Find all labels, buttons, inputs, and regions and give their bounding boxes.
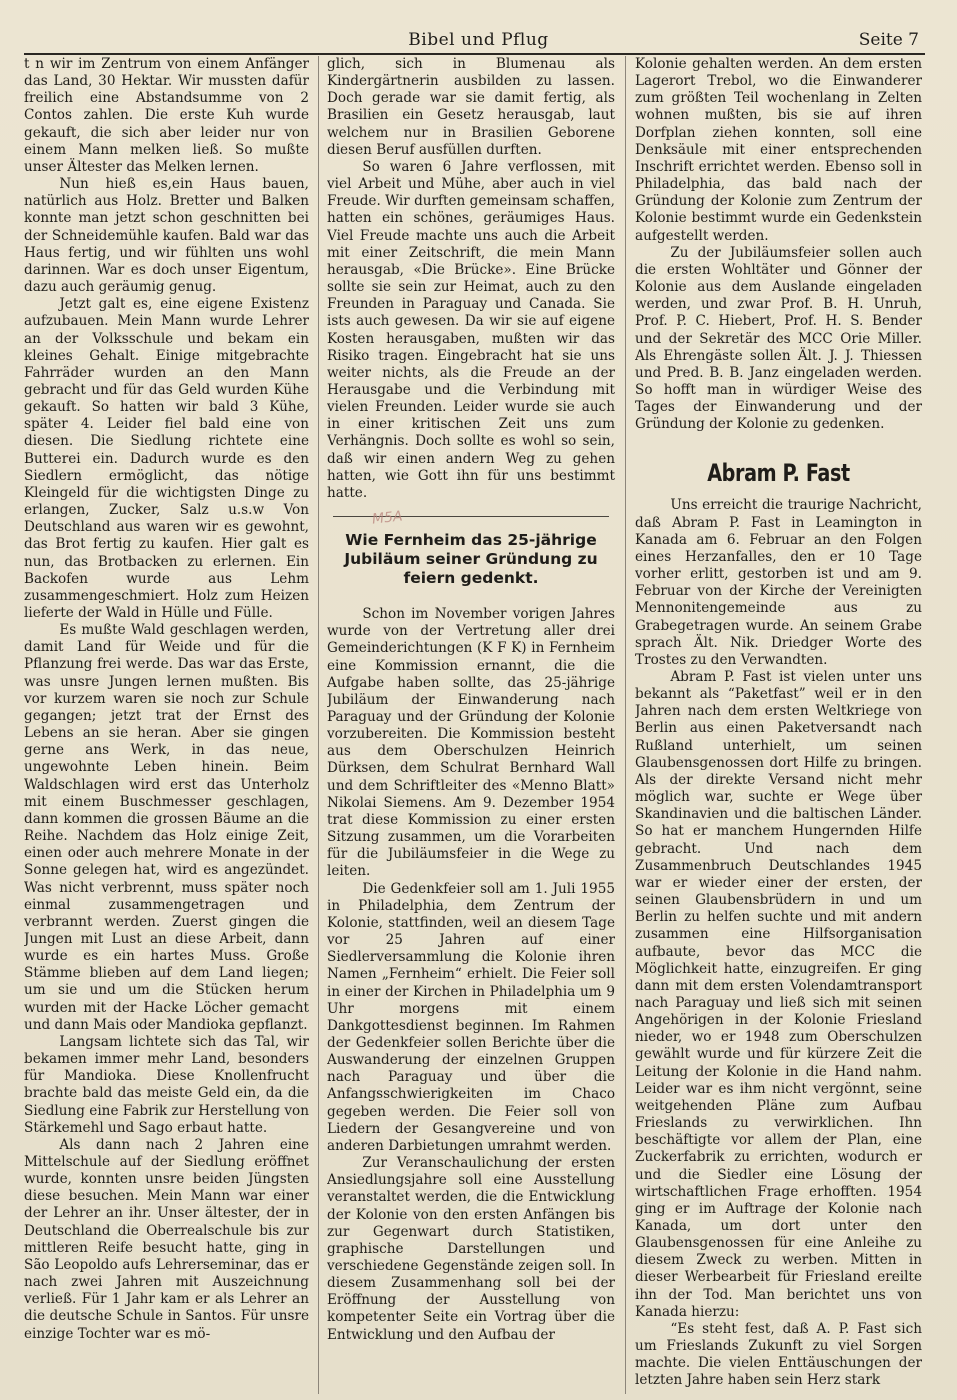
paragraph: Die Gedenkfeier soll am 1. Juli 1955 in Philadelphia, dem Zentrum der Kolonie, stattfinden, weil an diesem Tage vor 25 Jahren auf einer Siedlerversammlung die Kolonie ihren Namen „Fernheim“ erhielt. Die Feier soll in einer der Kirchen in Philadelphia um 9 Uhr morgens mit einem Dankgottesdienst beginnen. Im Rahmen der Gedenkfeier sollen Berichte über die Auswanderung der einzelnen Gruppen nach Paraguay und über die Anfangsschwierigkeiten im Chaco gegeben werden. Die Feier soll von Liedern der Gesangvereine und von anderen Darbietungen umrahmt werden.	[327, 880, 615, 1154]
article-headline: Wie Fernheim das 25-jährige Jubiläum seiner Gründung zu feiern gedenkt.	[344, 531, 598, 588]
paragraph: Uns erreicht die traurige Nachricht, daß Abram P. Fast in Leamington in Kanada am 6. Februar an den Folgen eines Herzanfalles, den er 10 Tage vorher erlitt, gestorben ist und am 9. Februar von der Kirche der Vereinigten Mennonitengemeinde aus zu Grabegetragen wurde. An seinem Grabe sprach Ält. Nik. Driedger Worte des Trostes zu den Verwandten.	[635, 497, 922, 668]
paragraph: glich, sich in Blumenau als Kindergärtnerin ausbilden zu lassen. Doch gerade war sie damit fertig, als Brasilien ein Gesetz herausgab, laut welchem nur in Brasilien Geborene diesen Beruf ausfüllen durften.	[327, 56, 615, 158]
handwritten-margin-note: M5A	[371, 508, 404, 528]
header-rule	[24, 53, 925, 55]
column-2	[327, 56, 615, 1394]
column-1	[24, 56, 309, 1394]
spacer	[635, 433, 922, 447]
paragraph: “Es steht fest, daß A. P. Fast sich um Frieslands Zukunft zu viel Sorgen machte. Die vielen Enttäuschungen der letzten Jahre haben sein Herz stark	[635, 1320, 922, 1389]
paragraph: t n wir im Zentrum von einem Anfänger das Land, 30 Hektar. Wir mussten dafür freilich eine Abstandsumme von 2 Contos zahlen. Die erste Kuh wurde gekauft, die sich aber leider nur von einem Mann melken ließ. So mußte unser Ältester das Melken lernen.	[24, 56, 309, 175]
paragraph: Abram P. Fast ist vielen unter uns bekannt als “Paketfast” weil er in den Jahren nach dem ersten Weltkriege von Berlin aus einen Paketversandt nach Rußland unterhielt, um seinen Glaubensgenossen dort Hilfe zu bringen. Als der direkte Versand nicht mehr möglich war, suchte er Wege über Skandinavien und die baltischen Länder. So hat er manchem Hungernden Hilfe gebracht. Und nach dem Zusammenbruch Deutschlandes 1945 war er wieder einer der ersten, der seinen Glaubensbrüdern in und um Berlin zu helfen suchte und mit andern zusammen eine Hilfsorganisation aufbaute, bevor das MCC die Möglichkeit hatte, einzugreifen. Er ging dann mit dem ersten Volendamtransport nach Paraguay und ließ sich mit seinen Angehörigen in der Kolonie Friesland nieder, wo er 1948 zum Oberschulzen gewählt wurde und für kürzere Zeit die Leitung der Kolonie in die Hand nahm. Leider war es ihm nicht vergönnt, seine weitgehenden Pläne zum Aufbau Frieslands zu verwirklichen. Ihn beschäftigte vor allem der Plan, eine Zuckerfabrik zu errichten, wodurch er und die Siedler eine Lösung der wirtschaftlichen Frage erhofften. 1954 ging er im Auftrage der Kolonie nach Kanada, um dort unter den Glaubensgenossen für eine Anleihe zu diesem Zweck zu werben. Mitten in dieser Werbearbeit für Friesland ereilte ihn der Tod. Man berichtet uns von Kanada hierzu:	[635, 669, 922, 1320]
paragraph: Es mußte Wald geschlagen werden, damit Land für Weide und für die Pflanzung frei werde. Das war das Erste, was unsre Jungen lernen mußten. Bis vor kurzem waren sie noch zur Schule gegangen; jetzt trat der Ernst des Lebens an sie heran. Aber sie gingen gerne ans Werk, in das neue, ungewohnte Leben hinein. Beim Waldschlagen wird erst das Unterholz mit einem Buschmesser geschlagen, dann kommen die grossen Bäume an die Reihe. Nachdem das Holz einige Zeit, einen oder auch mehrere Monate in der Sonne gelegen hat, wird es angezündet. Was nicht verbrennt, muss später noch einmal zusammengetragen und verbrannt werden. Zuerst gingen die Jungen mit Lust an diese Arbeit, dann wurde es ein hartes Muss. Große Stämme blieben auf dem Land liegen; um sie und um die Stücken herum wurden mit der Hacke Löcher gemacht und dann Mais oder Mandioka gepflanzt.	[24, 622, 309, 1033]
paragraph: Jetzt galt es, eine eigene Existenz aufzubauen. Mein Mann wurde Lehrer an der Volksschule und bekam ein kleines Gehalt. Einige mitgebrachte Fahrräder wurden an den Mann gebracht und für das Geld wurden Kühe gekauft. So hatten wir bald 3 Kühe, später 4. Leider fiel bald eine von diesen. Die Siedlung richtete eine Butterei ein. Dadurch wurde es den Siedlern ermöglicht, das nötige Kleingeld für die wichtigsten Dinge zu erlangen, Zucker, Salz u.s.w Von Deutschland aus waren wir es gewohnt, das Brot fertig zu kaufen. Hier galt es nun, das Brotbacken zu erlernen. Ein Backofen wurde aus Lehm zusammengeschmiert. Holz zum Heizen lieferte der Wald in Hülle und Fülle.	[24, 296, 309, 621]
paragraph: Schon im November vorigen Jahres wurde von der Vertretung aller drei Gemeinderichtungen (K F K) in Fernheim eine Kommission ernannt, die die Aufgabe haben sollte, das 25-jährige Jubiläum der Einwanderung nach Paraguay und der Gründung der Kolonie vorzubereiten. Die Kommission besteht aus dem Oberschulzen Heinrich Dürksen, dem Schulrat Bernhard Wall und dem Schriftleiter des «Menno Blatt» Nikolai Siemens. Am 9. Dezember 1954 trat diese Kommission zu einer ersten Sitzung zusammen, um die Vorarbeiten für die Jubiläumsfeier in die Wege zu leiten.	[327, 606, 615, 880]
paragraph: Zur Veranschaulichung der ersten Ansiedlungsjahre soll eine Ausstellung veranstaltet werden, die die Entwicklung der Kolonie von den ersten Anfängen bis zur Gegenwart durch Statistiken, graphische Darstellungen und verschiedene Gegenstände zeigen soll. In diesem Zusammenhang soll bei der Eröffnung der Ausstellung von kompetenter Seite ein Vortrag über die Entwicklung und den Aufbau der	[327, 1155, 615, 1343]
column-separator-1	[318, 56, 319, 1394]
column-3	[635, 56, 922, 1394]
column-separator-2	[625, 56, 626, 1394]
page-number: Seite 7	[858, 30, 919, 50]
publication-title: Bibel und Pflug	[408, 30, 549, 50]
paragraph: Zu der Jubiläumsfeier sollen auch die ersten Wohltäter und Gönner der Kolonie aus dem Auslande eingeladen werden, und zwar Prof. B. H. Unruh, Prof. P. C. Hiebert, Prof. H. S. Bender und der Sekretär des MCC Orie Miller. Als Ehrengäste sollen Ält. J. J. Thiessen und Pred. B. B. Janz eingeladen werden. So hofft man in würdiger Weise des Tages der Einwanderung und der Gründung der Kolonie zu gedenken.	[635, 244, 922, 433]
paragraph: Kolonie gehalten werden. An dem ersten Lagerort Trebol, wo die Einwanderer zum größten Teil wochenlang in Zelten wohnen mußten, bis sie auf ihren Dorfplan ziehen konnten, soll eine Denksäule mit einer entsprechenden Inschrift errichtet werden. Ebenso soll in Philadelphia, das bald nach der Gründung der Kolonie zum Zentrum der Kolonie bestimmt wurde ein Gedenkstein aufgestellt werden.	[635, 56, 922, 244]
paragraph: So waren 6 Jahre verflossen, mit viel Arbeit und Mühe, aber auch in viel Freude. Wir durften gemeinsam schaffen, hatten ein schönes, geräumiges Haus. Viel Freude machte uns auch die Arbeit mit einer Zeitschrift, die mein Mann herausgab, «Die Brücke». Eine Brücke sollte sie sein zur Heimat, auch zu den Freunden in Paraguay und Canada. Sie ists auch gewesen. Da wir sie auf eigene Kosten herausgaben, mußten wir das Risiko tragen. Eingebracht hat sie uns weiter nichts, als die Freude an der Herausgabe und die Verbindung mit vielen Freunden. Leider wurde sie auch in einer kritischen Zeit uns zum Verhängnis. Doch sollte es wohl so sein, daß wir einen andern Weg zu gehen hatten, wie Gott ihn für uns bestimmt hatte.	[327, 158, 615, 501]
running-head	[0, 0, 957, 52]
paragraph: Langsam lichtete sich das Tal, wir bekamen immer mehr Land, besonders für Mandioka. Diese Knollenfrucht brachte bald das meiste Geld ein, da die Siedlung eine Fabrik zur Herstellung von Stärkemehl und Sago erbaut hatte.	[24, 1033, 309, 1136]
paragraph: Als dann nach 2 Jahren eine Mittelschule auf der Siedlung eröffnet wurde, konnten unsre beiden Jüngsten diese besuchen. Mein Mann war einer der Lehrer an ihr. Unser ältester, der in Deutschland die Oberrealschule bis zur mittleren Reife besucht hatte, ging in São Leopoldo aufs Lehrerseminar, das er nach zwei Jahren mit Auszeichnung verließ. Für 1 Jahr kam er als Lehrer an die deutsche Schule in Santos. Für unsre einzige Tochter war es mö-	[24, 1136, 309, 1342]
obituary-headline: Abram P. Fast	[707, 459, 850, 488]
paragraph: Nun hieß es,ein Haus bauen, natürlich aus Holz. Bretter und Balken konnte man jetzt schon geschnitten bei der Schneidemühle kaufen. Bald war das Haus fertig, und wir fühlten uns wohl darinnen. War es doch unser Eigentum, dazu auch geräumig genug.	[24, 176, 309, 296]
